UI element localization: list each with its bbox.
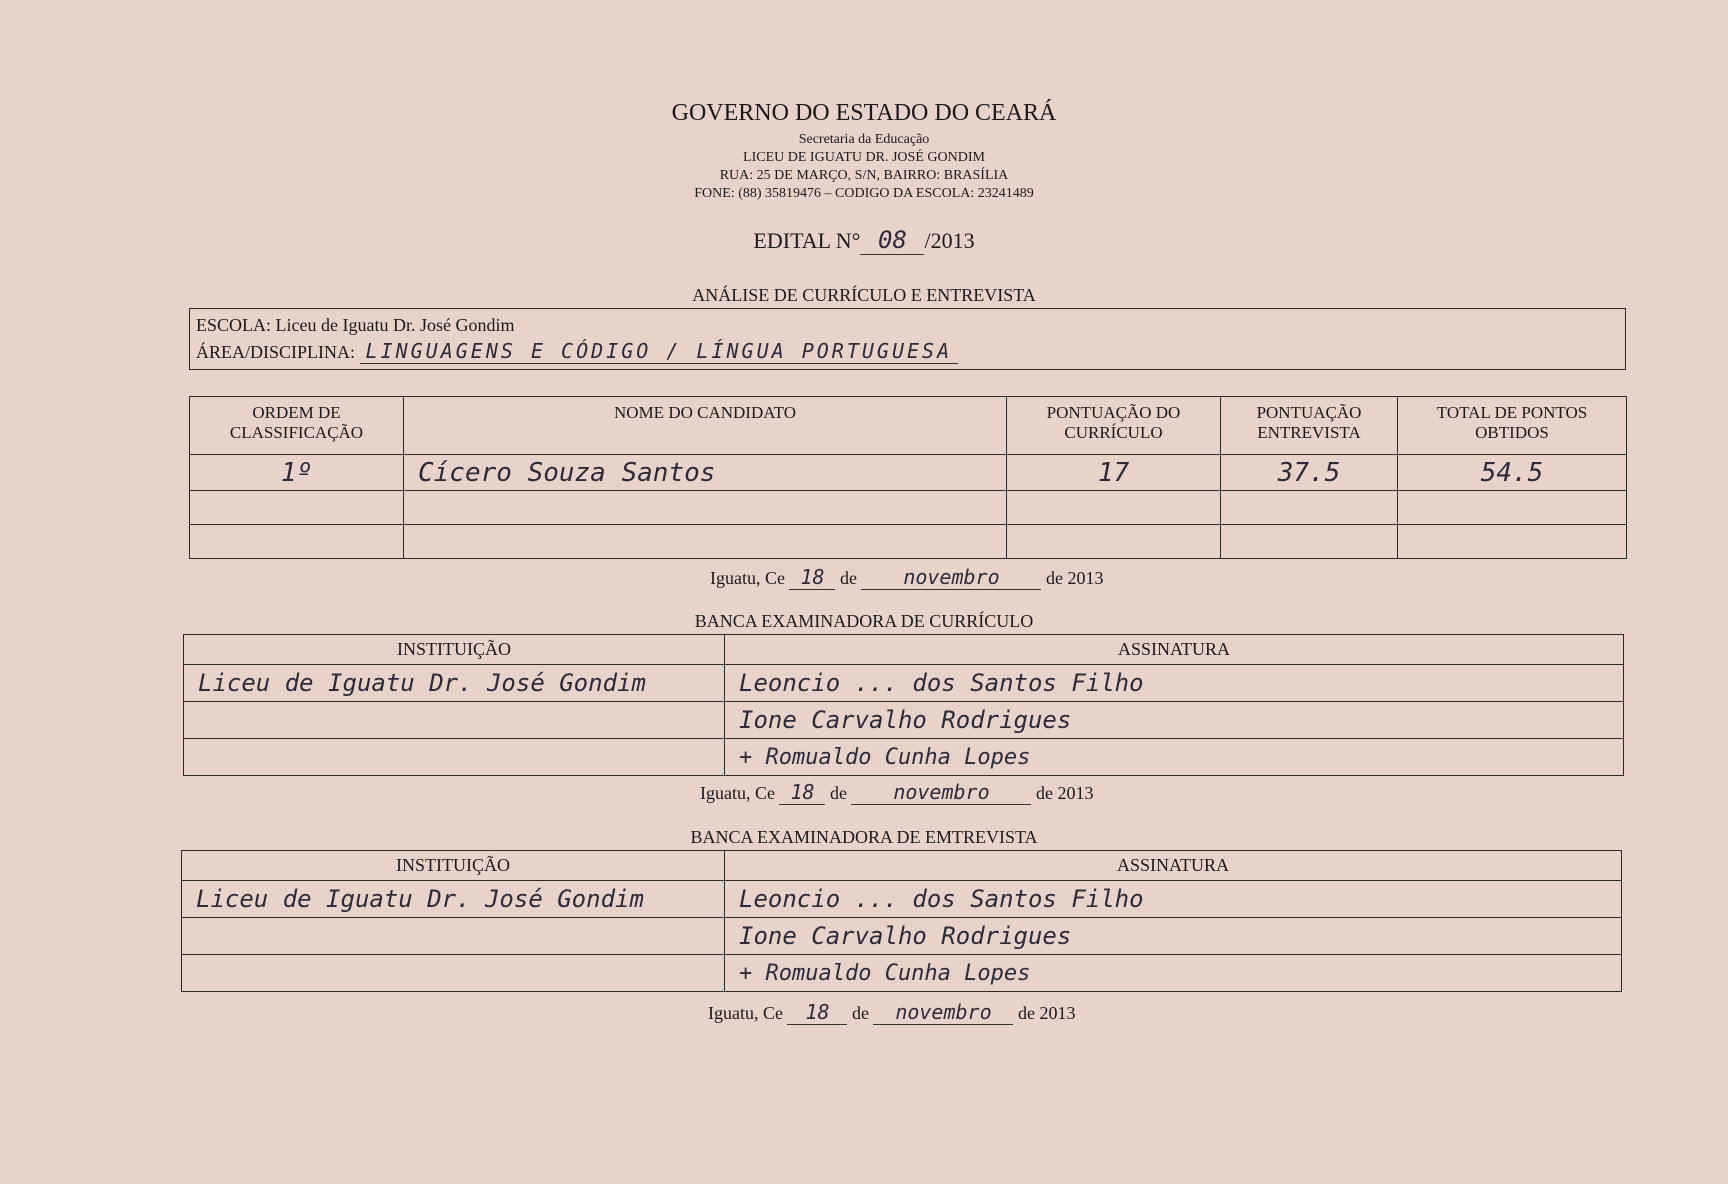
date-line-2: Iguatu, Ce 18 de novembro de 2013 [700, 780, 1094, 804]
area-label: ÁREA/DISCIPLINA: [196, 342, 356, 362]
cell-nome: Cícero Souza Santos [404, 455, 1007, 491]
table-row [184, 702, 1624, 739]
cell-entrevista: 37.5 [1221, 455, 1398, 491]
analysis-title: ANÁLISE DE CURRÍCULO E ENTREVISTA [692, 285, 1036, 305]
banca-entrevista-title: BANCA EXAMINADORA DE EMTREVISTA [690, 827, 1038, 847]
school-info-box [189, 308, 1626, 370]
table-row [184, 665, 1624, 702]
date-1-day: 18 [789, 565, 835, 590]
banca-curriculo-header-row [184, 635, 1624, 665]
banca-curriculo-institution: Liceu de Iguatu Dr. José Gondim [184, 665, 725, 702]
edital-prefix: EDITAL N° [753, 228, 861, 253]
table-row [182, 881, 1622, 918]
signature-1: Leoncio ... dos Santos Filho [725, 665, 1624, 702]
date-line-3: Iguatu, Ce 18 de novembro de 2013 [708, 1000, 1076, 1024]
table-row [190, 455, 1627, 491]
header-line-4: FONE: (88) 35819476 – CODIGO DA ESCOLA: 23241489 [694, 186, 1034, 201]
header-title: GOVERNO DO ESTADO DO CEARÁ [671, 100, 1057, 126]
date-2-month: novembro [851, 780, 1031, 805]
signature-2: Ione Carvalho Rodrigues [725, 918, 1622, 955]
col-assinatura: ASSINATURA [725, 851, 1622, 881]
banca-entrevista-institution: Liceu de Iguatu Dr. José Gondim [182, 881, 725, 918]
header-line-3: RUA: 25 DE MARÇO, S/N, BAIRRO: BRASÍLIA [719, 168, 1009, 183]
date-3-month: novembro [873, 1000, 1013, 1025]
col-total: TOTAL DE PONTOS OBTIDOS [1398, 397, 1627, 455]
area-row [196, 339, 958, 363]
banca-entrevista-header-row [182, 851, 1622, 881]
results-header-row [190, 397, 1627, 455]
date-3-day: 18 [787, 1000, 847, 1025]
cell-curriculo: 17 [1007, 455, 1221, 491]
signature-3: + Romualdo Cunha Lopes [725, 739, 1624, 776]
banca-entrevista-table [181, 850, 1622, 992]
edital-heading [0, 226, 1728, 255]
cell-ordem: 1º [190, 455, 404, 491]
col-instituicao: INSTITUIÇÃO [182, 851, 725, 881]
banca-curriculo-title: BANCA EXAMINADORA DE CURRÍCULO [694, 611, 1034, 631]
area-value: LINGUAGENS E CÓDIGO / LÍNGUA PORTUGUESA [360, 339, 959, 364]
school-label: ESCOLA: Liceu de Iguatu Dr. José Gondim [196, 315, 515, 335]
col-entrevista: PONTUAÇÃO ENTREVISTA [1221, 397, 1398, 455]
table-row [184, 739, 1624, 776]
cell-total: 54.5 [1398, 455, 1627, 491]
signature-3: + Romualdo Cunha Lopes [725, 955, 1622, 992]
table-row [190, 491, 1627, 525]
header-line-2: LICEU DE IGUATU DR. JOSÉ GONDIM [743, 150, 985, 165]
col-instituicao: INSTITUIÇÃO [184, 635, 725, 665]
date-2-day: 18 [779, 780, 825, 805]
col-curriculo: PONTUAÇÃO DO CURRÍCULO [1007, 397, 1221, 455]
edital-number: 08 [860, 226, 924, 255]
table-row [182, 918, 1622, 955]
signature-1: Leoncio ... dos Santos Filho [725, 881, 1622, 918]
col-ordem: ORDEM DE CLASSIFICAÇÃO [190, 397, 404, 455]
results-table [189, 396, 1627, 559]
date-1-month: novembro [861, 565, 1041, 590]
signature-2: Ione Carvalho Rodrigues [725, 702, 1624, 739]
banca-curriculo-table [183, 634, 1624, 776]
edital-suffix: /2013 [924, 228, 975, 253]
table-row [190, 525, 1627, 559]
header-line-1: Secretaria da Educação [798, 132, 930, 147]
col-assinatura: ASSINATURA [725, 635, 1624, 665]
date-line-1: Iguatu, Ce 18 de novembro de 2013 [710, 565, 1104, 589]
table-row [182, 955, 1622, 992]
col-nome: NOME DO CANDIDATO [404, 397, 1007, 455]
